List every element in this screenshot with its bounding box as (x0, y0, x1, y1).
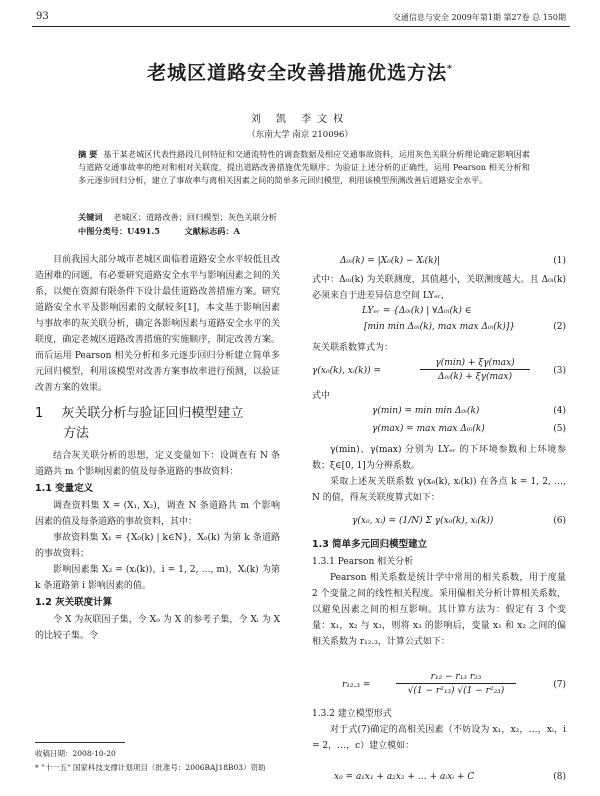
running-header (0, 8, 600, 26)
page-number: 93 (36, 11, 49, 22)
equation-1: Δ₀ᵢ(k) = |X₀(k) − Xᵢ(k)| (340, 256, 441, 266)
equation-3-denominator: Δ₀ᵢ(k) + ξγ(max) (438, 372, 512, 382)
footnote-rule (35, 742, 125, 743)
equation-4: γ(min) = min min Δ₀ᵢ(k) (372, 406, 480, 416)
paper-title (0, 58, 600, 85)
equation-7-numerator: r₁₂ − r₁₃ r₂₃ (396, 672, 516, 684)
authors: 刘 凯 李文权 (250, 114, 350, 125)
equation-2-number: (2) (553, 322, 566, 332)
section-1-1-text-2: 事故资料集 X₁ = {X₀(k) | k∈N}，X₀(k) 为第 k 条道路的事故资料； (35, 533, 280, 559)
right-p5-text: 采取上述灰关联系数 γ(x₀(k), xᵢ(k)) 在各点 k = 1, 2, …, N 的值，得灰关联度算式如下： (312, 477, 566, 503)
equation-5-number: (5) (553, 424, 566, 434)
model-paragraph: 对于式(7)确定的高相关因素（不妨设为 x₁，x₂，…，xᵢ，i = 2，…，c）建立模如： (312, 725, 566, 751)
right-section-1-3-2 (312, 706, 566, 754)
footnote-fund: * "十一五" 国家科技支撑计划项目（批准号：2006BAJ18B03）资助 (35, 763, 266, 772)
footnote-received: 收稿日期：2008-10-20 (35, 749, 116, 758)
section-1-3-2-heading: 1.3.2 建立模型形式 (312, 709, 392, 719)
clc-label: 中图分类号：U491.5 (78, 226, 160, 236)
equation-2b: [min min Δ₀ᵢ(k), max max Δ₀ᵢ(k)]} (364, 322, 516, 332)
equation-5: γ(max) = max max Δ₀ᵢ(k) (372, 424, 485, 434)
section-1-1-text-1: 调查资料集 X = (X₁, X₂)，调查 N 条道路共 m 个影响因素的值及每条道路的事故资料，其中： (35, 501, 280, 527)
equation-3-numerator: γ(min) + ξγ(max) (420, 358, 530, 370)
right-p4-text: γ(min)、γ(max) 分别为 LYₑᵣ 的下环境参数和上环境参数；ξ∈[0, 1]为分辨系数。 (312, 445, 566, 471)
pearson-paragraph: Pearson 相关系数是统计学中常用的相关系数，用于度量 2 个变量之间的线性相关程度。采用偏相关分析计算相关系数，以避免因素之间的相互影响。其计算方法为：假定有 3 个变量：x₁，x₂ 与 x₃，则将 x₃ 的影响后，变量 x₁ 和 x₂ 之间的偏相关系数为 r₁₂.₃，计算公式如下： (312, 573, 566, 647)
affiliation: （东南大学 南京 210096） (247, 130, 353, 140)
equation-3-left: γ(x₀(k), xᵢ(k)) = (312, 366, 382, 376)
equation-8-number: (8) (553, 772, 566, 782)
section-1-title-line2: 方法 (63, 426, 90, 441)
section-1-number: 1 (35, 406, 44, 421)
equation-7-number: (7) (553, 680, 566, 690)
section-1-1-heading: 1.1 变量定义 (35, 483, 94, 494)
left-column (35, 252, 280, 644)
right-p3: 式中 (312, 391, 331, 401)
section-1-title-line1: 灰关联分析与验证回归模型建立 (61, 406, 244, 421)
right-paragraph-1 (312, 272, 566, 304)
section-1-1-text-3: 影响因素集 X₂ = (xᵢ(k))，i = 1, 2, …, m)，Xᵢ(k) 为第 k 条道路第 i 影响因素的值。 (35, 565, 280, 591)
equation-8: x₀ = a₁x₁ + a₂x₂ + … + aᵢxᵢ + C (334, 772, 475, 782)
abstract-label: 摘 要 (78, 149, 98, 159)
keywords-text: 老城区；道路改善；回归模型；灰色关联分析 (113, 212, 277, 222)
section-1-intro: 结合灰关联分析的思想，定义变量如下：设调查有 N 条道路共 m 个影响因素的值及每条道路的事故资料： (35, 451, 280, 477)
abstract-text: 基于某老城区代表性路段几何特征和交通流特性的调查数据及相应交通事故资料，运用灰色关联分析理论确定影响因素与道路交通事故率的绝对和相对关联度，提出道路改善措施优先顺序；为验证上述分析的正确性，运用 Pearson 相关分析和多元逐步回归分析，建立了事故率与离相关因素之间的简单多元回归模型，利用该模型预测改善后道路安全水平。 (78, 149, 530, 185)
section-1-2-heading: 1.2 灰关联度计算 (35, 597, 113, 608)
equation-6-number: (6) (553, 516, 566, 526)
classification (78, 226, 530, 237)
section-1-heading (35, 404, 280, 424)
right-p2: 灰关联系数算式为： (312, 343, 394, 353)
equation-4-number: (4) (553, 406, 566, 416)
right-column (312, 254, 566, 794)
section-1-3-heading: 1.3 简单多元回归模型建立 (312, 539, 428, 550)
equation-7-left: r₁₂.₃ = (342, 680, 371, 690)
title-footnote-mark: * (447, 64, 453, 75)
equation-6: γ(x₀, xᵢ) = (1/N) Σ γ(x₀(k), xᵢ(k)) (352, 516, 494, 526)
right-paragraph-4 (312, 442, 566, 506)
header-rule (32, 26, 570, 27)
right-section-1-3 (312, 536, 566, 650)
section-1-2-text: 令 X 为灰联因子集，令 X₀ 为 X 的参考子集，令 Xᵢ 为 X 的比较子集。令 (35, 615, 280, 641)
equation-1-number: (1) (553, 256, 566, 266)
equation-3-number: (3) (553, 366, 566, 376)
keywords (78, 212, 530, 223)
equation-7-denominator: √(1 − r²₁₃) √(1 − r²₂₃) (407, 686, 505, 696)
keywords-label: 关键词 (78, 212, 103, 222)
doc-code-label: 文献标志码：A (184, 226, 240, 236)
journal-info: 交通信息与安全 2009年第1期 第27卷 总 150期 (392, 13, 566, 22)
right-p1-text: 式中：Δ₀ᵢ(k) 为关联测度，其值越小，关联测度越大。且 Δ₀ᵢ(k) 必须来自于进差异信息空间 LYₑᵣ， (312, 275, 566, 301)
equation-2a: LYₑᵣ = {Δ₀ᵢ(k) | ∀Δ₀ᵢ(k) ∈ (362, 306, 472, 316)
intro-paragraph: 目前我国大部分城市老城区面临着道路安全水平较低且改造困难的问题，有必要研究道路安全水平与影响因素之间的关系，以便在资源有限条件下设计最佳道路改善措施方案。研究道路安全水平及影响因素的文献较多[1]，本文基于影响因素与事故率的灰关联分析，确定各影响因素与道路安全水平的关联度，确定老城区道路改善措施的实施顺序，制定改善方案。而后运用 Pearson 相关分析和多元逐步回归分析建立简单多元回归模型，利用该模型对改善方案事故率进行预测，以验证改善方案的效果。 (35, 255, 280, 393)
paper-title-text: 老城区道路安全改善措施优选方法 (147, 62, 448, 84)
section-1-3-1-heading: 1.3.1 Pearson 相关分析 (312, 557, 414, 567)
abstract (78, 148, 530, 187)
